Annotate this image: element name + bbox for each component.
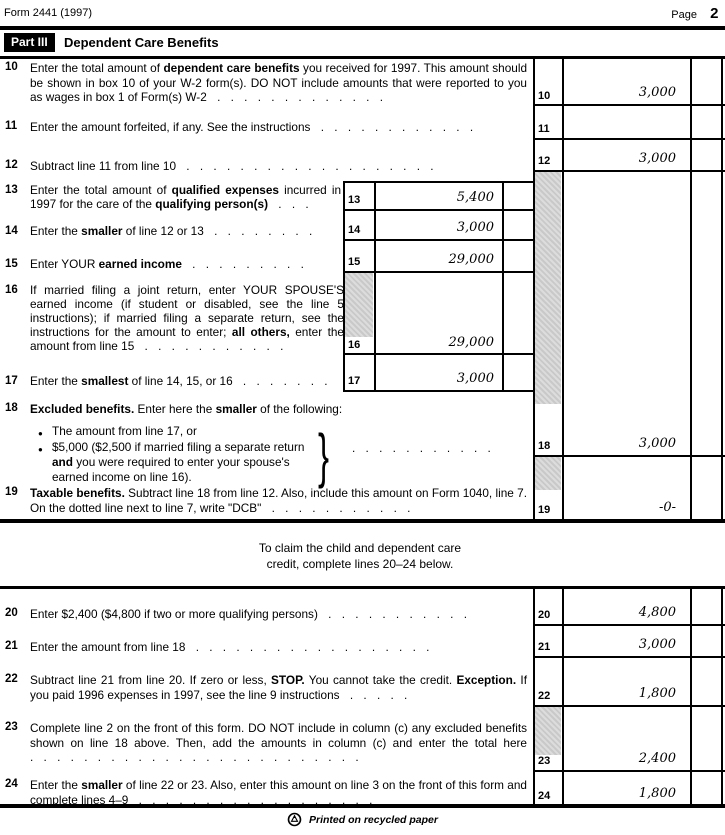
grid-line xyxy=(0,56,725,59)
line-24-number: 24 xyxy=(5,778,18,790)
line-18-bullet-2: $5,000 ($2,500 if married filing a separate return and you were required to enter your spouse's earned income on line 16). xyxy=(52,440,305,484)
line-11-number: 11 xyxy=(5,120,18,132)
line-11-description: Enter the amount forfeited, if any. See the instructions . . . . . . . . . . . . xyxy=(30,120,474,134)
form-id: Form 2441 (1997) xyxy=(4,7,93,19)
line-16-description: If married filing a joint return, enter YOUR SPOUSE'S earned income (if student or disabled, see the line 5 instructions); if married filing a separate return, see the instructions for the amount to enter; all others, enter the amount from line 15 . . . . . . . . . . . xyxy=(30,283,344,353)
line-11-box-number: 11 xyxy=(538,123,550,135)
header-rule xyxy=(0,26,725,30)
grid-line xyxy=(502,181,504,392)
line-21-amount[interactable]: 3,000 xyxy=(638,637,676,652)
line-20-description: Enter $2,400 ($4,800 if two or more qualifying persons) . . . . . . . . . . . xyxy=(30,607,467,621)
line-22-box-number: 22 xyxy=(538,690,551,702)
line-14-amount[interactable]: 3,000 xyxy=(456,220,494,235)
line-19-description: Taxable benefits. Subtract line 18 from line 12. Also, include this amount on Form 1040, line 7. On the dotted line next to line 7, write "DCB" . . . . . . . . . . . xyxy=(30,486,527,515)
line-17-box-number: 17 xyxy=(348,375,361,387)
page-word: Page xyxy=(671,9,697,21)
line-22-amount[interactable]: 1,800 xyxy=(638,686,676,701)
part-iii-title: Dependent Care Benefits xyxy=(64,35,219,50)
line-19-amount[interactable]: -0- xyxy=(658,500,676,515)
line-13-number: 13 xyxy=(5,184,18,196)
line-15-description: Enter YOUR earned income . . . . . . . . . xyxy=(30,257,304,271)
grid-line xyxy=(721,586,723,807)
grid-line xyxy=(0,519,725,523)
part-iii-badge: Part III xyxy=(4,33,55,52)
line-22-description: Subtract line 21 from line 20. If zero or less, STOP. You cannot take the credit. Exception. If you paid 1996 expenses in 1997, see the line 9 instructions . . . . . xyxy=(30,673,527,702)
line-19-number: 19 xyxy=(5,486,18,498)
line-10-number: 10 xyxy=(5,61,18,73)
line-21-number: 21 xyxy=(5,640,18,652)
line-14-box-number: 14 xyxy=(348,224,361,236)
line-10-box-number: 10 xyxy=(538,90,551,102)
recycle-icon xyxy=(287,812,302,827)
line-17-number: 17 xyxy=(5,375,18,387)
shaded-cell xyxy=(345,273,373,337)
page-number: 2 xyxy=(710,5,719,22)
line-18-amount[interactable]: 3,000 xyxy=(638,436,676,451)
line-14-number: 14 xyxy=(5,225,18,237)
grid-line xyxy=(533,586,535,807)
line-20-number: 20 xyxy=(5,607,18,619)
line-23-box-number: 23 xyxy=(538,755,551,767)
shaded-cell xyxy=(535,707,561,755)
line-10-description: Enter the total amount of dependent care benefits you received for 1997. This amount should be shown in box 10 of your W-2 form(s). DO NOT include amounts that were reported to you as wages in box 1 of Form(s) W-2 . . . . . . . . . . . . . xyxy=(30,61,528,105)
line-14-description: Enter the smaller of line 12 or 13 . . . . . . . . xyxy=(30,224,313,238)
grid-line xyxy=(533,138,725,140)
shaded-cell xyxy=(535,172,561,404)
line-17-amount[interactable]: 3,000 xyxy=(456,371,494,386)
line-18-dot-leader: . . . . . . . . . . . xyxy=(352,441,491,455)
line-13-description: Enter the total amount of qualified expenses incurred in 1997 for the care of the qualifying person(s) . . . xyxy=(30,183,342,211)
grid-line xyxy=(690,586,692,807)
grid-line xyxy=(721,56,723,522)
line-15-amount[interactable]: 29,000 xyxy=(448,252,494,267)
grid-line xyxy=(343,390,535,392)
line-21-box-number: 21 xyxy=(538,641,551,653)
line-24-description: Enter the smaller of line 22 or 23. Also, enter this amount on line 3 on the front of this form and complete lines 4–9 . . . . . . . . . . . . . . . . . . xyxy=(30,778,527,807)
brace-glyph: } xyxy=(318,422,330,489)
line-18-bullet-1: The amount from line 17, or xyxy=(52,424,197,438)
line-23-description: Complete line 2 on the front of this form. DO NOT include in column (c) any excluded benefits shown on line 18 above. Then, add the amounts in column (c) and enter the total here . . . . . . . . . . . . . . . . . . . . . . . . . xyxy=(30,721,527,765)
line-13-amount[interactable]: 5,400 xyxy=(456,190,494,205)
line-15-box-number: 15 xyxy=(348,256,361,268)
grid-line xyxy=(533,656,725,658)
line-10-amount[interactable]: 3,000 xyxy=(638,85,676,100)
line-15-number: 15 xyxy=(5,258,18,270)
line-19-box-number: 19 xyxy=(538,504,551,516)
grid-line xyxy=(533,770,725,772)
grid-line xyxy=(690,56,692,522)
line-23-amount[interactable]: 2,400 xyxy=(638,751,676,766)
line-12-box-number: 12 xyxy=(538,155,551,167)
line-21-description: Enter the amount from line 18 . . . . . . . . . . . . . . . . . . xyxy=(30,640,430,654)
line-16-box-number: 16 xyxy=(348,339,361,351)
shaded-cell xyxy=(535,457,561,490)
grid-line xyxy=(533,455,725,457)
line-24-amount[interactable]: 1,800 xyxy=(638,786,676,801)
line-13-box-number: 13 xyxy=(348,194,361,206)
line-23-number: 23 xyxy=(5,721,18,733)
footer xyxy=(0,812,725,827)
line-12-description: Subtract line 11 from line 10 . . . . . . . . . . . . . . . . . . . xyxy=(30,159,434,173)
grid-line xyxy=(343,181,535,183)
line-18-number: 18 xyxy=(5,402,18,414)
line-12-amount[interactable]: 3,000 xyxy=(638,151,676,166)
line-16-amount[interactable]: 29,000 xyxy=(448,335,494,350)
line-17-description: Enter the smallest of line 14, 15, or 16 . . . . . . . xyxy=(30,374,328,388)
grid-line xyxy=(533,170,725,172)
line-22-number: 22 xyxy=(5,673,18,685)
line-16-number: 16 xyxy=(5,284,18,296)
bullet-icon: ● xyxy=(38,445,43,454)
line-20-amount[interactable]: 4,800 xyxy=(638,605,676,620)
claim-credit-note xyxy=(120,540,600,572)
line-24-box-number: 24 xyxy=(538,790,551,802)
line-18-box-number: 18 xyxy=(538,440,551,452)
grid-line xyxy=(374,181,376,392)
grid-line xyxy=(533,624,725,626)
printed-on-recycled-paper-text: Printed on recycled paper xyxy=(309,813,438,826)
grid-line xyxy=(343,209,535,211)
grid-line xyxy=(343,239,535,241)
claim-credit-note-line-2: credit, complete lines 20–24 below. xyxy=(266,557,454,571)
line-12-number: 12 xyxy=(5,159,18,171)
claim-credit-note-line-1: To claim the child and dependent care xyxy=(258,541,462,555)
line-20-box-number: 20 xyxy=(538,609,551,621)
line-18-intro: Excluded benefits. Enter here the smaller of the following: xyxy=(30,402,343,416)
grid-line xyxy=(533,705,725,707)
bullet-icon: ● xyxy=(38,429,43,438)
grid-line xyxy=(343,271,535,273)
grid-line xyxy=(533,104,725,106)
grid-line xyxy=(343,353,535,355)
grid-line xyxy=(0,586,725,589)
grid-line xyxy=(562,56,564,522)
